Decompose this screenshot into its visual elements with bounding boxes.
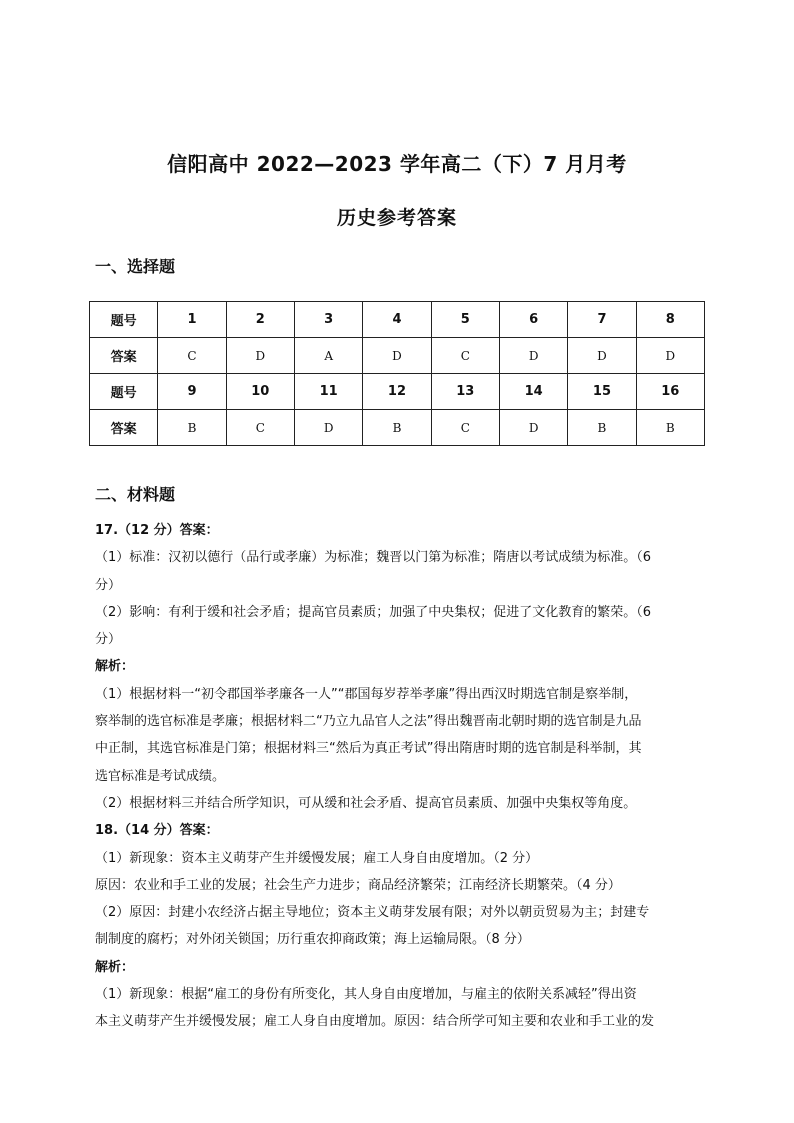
answer-cell: C [431, 338, 499, 374]
row-label-answer: 答案 [90, 410, 158, 446]
question-number-cell: 1 [158, 302, 226, 338]
question-number-cell: 4 [363, 302, 431, 338]
answer-cell: D [499, 410, 567, 446]
question-number-cell: 7 [568, 302, 636, 338]
document-subtitle: 历史参考答案 [336, 207, 457, 229]
table-row [90, 302, 705, 338]
question-number-cell: 2 [226, 302, 294, 338]
answer-subheading: 解析： [95, 959, 135, 975]
answer-subheading: 解析： [95, 659, 135, 675]
answer-line: （1）新现象：根据“雇工的身份有所变化，其人身自由度增加，与雇主的依附关系减轻”得出资 [95, 987, 637, 1003]
question-number-cell: 3 [294, 302, 362, 338]
answer-cell: D [363, 338, 431, 374]
answer-cell: D [636, 338, 704, 374]
answer-line: 分） [95, 632, 122, 648]
answer-subheading: 18.（14 分）答案： [95, 823, 219, 839]
answer-cell: C [226, 410, 294, 446]
answer-line: （2）原因：封建小农经济占据主导地位；资本主义萌芽发展有限；对外以朝贡贸易为主；封建专 [95, 905, 650, 921]
document-title: 信阳高中 2022—2023 学年高二（下）7 月月考 [167, 152, 627, 176]
answer-cell: A [294, 338, 362, 374]
row-label-number: 题号 [90, 302, 158, 338]
answer-line: 分） [95, 577, 122, 593]
question-number-cell: 15 [568, 374, 636, 410]
answer-cell: B [363, 410, 431, 446]
answer-cell: C [431, 410, 499, 446]
answer-cell: B [636, 410, 704, 446]
question-number-cell: 11 [294, 374, 362, 410]
table-row [90, 374, 705, 410]
answer-line: （1）新现象：资本主义萌芽产生并缓慢发展；雇工人身自由度增加。（2 分） [95, 850, 539, 866]
table-row [90, 410, 705, 446]
answer-line: 察举制的选官标准是孝廉；根据材料二“乃立九品官人之法”得出魏晋南北朝时期的选官制是九品 [95, 714, 642, 730]
row-label-number: 题号 [90, 374, 158, 410]
answer-line: 制制度的腐朽；对外闭关锁国；历行重农抑商政策；海上运输局限。（8 分） [95, 932, 530, 948]
section-heading-choice: 一、选择题 [95, 257, 176, 276]
answer-cell: D [499, 338, 567, 374]
answer-cell: C [158, 338, 226, 374]
question-number-cell: 10 [226, 374, 294, 410]
answer-cell: D [294, 410, 362, 446]
answer-line: （2）根据材料三并结合所学知识，可从缓和社会矛盾、提高官员素质、加强中央集权等角度。 [95, 795, 637, 811]
question-number-cell: 14 [499, 374, 567, 410]
section-heading-material: 二、材料题 [95, 485, 176, 504]
row-label-answer: 答案 [90, 338, 158, 374]
answer-cell: B [568, 410, 636, 446]
answer-cell: D [226, 338, 294, 374]
answer-line: 原因：农业和手工业的发展；社会生产力进步；商品经济繁荣；江南经济长期繁荣。（4 分） [95, 877, 621, 893]
answer-cell: D [568, 338, 636, 374]
question-number-cell: 5 [431, 302, 499, 338]
answer-cell: B [158, 410, 226, 446]
question-number-cell: 16 [636, 374, 704, 410]
question-number-cell: 6 [499, 302, 567, 338]
answer-line: 选官标准是考试成绩。 [95, 768, 226, 784]
table-row [90, 338, 705, 374]
answer-table [89, 301, 705, 446]
material-answers [95, 517, 705, 1036]
question-number-cell: 8 [636, 302, 704, 338]
answer-line: 中正制，其选官标准是门第；根据材料三“然后为真正考试”得出隋唐时期的选官制是科举制，其 [95, 741, 642, 757]
question-number-cell: 9 [158, 374, 226, 410]
answer-line: （1）根据材料一“初令郡国举孝廉各一人”“郡国每岁荐举孝廉”得出西汉时期选官制是察举制， [95, 686, 638, 702]
question-number-cell: 12 [363, 374, 431, 410]
answer-subheading: 17.（12 分）答案： [95, 523, 219, 538]
question-number-cell: 13 [431, 374, 499, 410]
answer-line: （2）影响：有利于缓和社会矛盾；提高官员素质；加强了中央集权；促进了文化教育的繁荣。（6 [95, 604, 652, 620]
answer-line: （1）标准：汉初以德行（品行或孝廉）为标准；魏晋以门第为标准；隋唐以考试成绩为标准。（6 [95, 550, 652, 566]
answer-line: 本主义萌芽产生并缓慢发展；雇工人身自由度增加。原因：结合所学可知主要和农业和手工业的发 [95, 1014, 655, 1030]
